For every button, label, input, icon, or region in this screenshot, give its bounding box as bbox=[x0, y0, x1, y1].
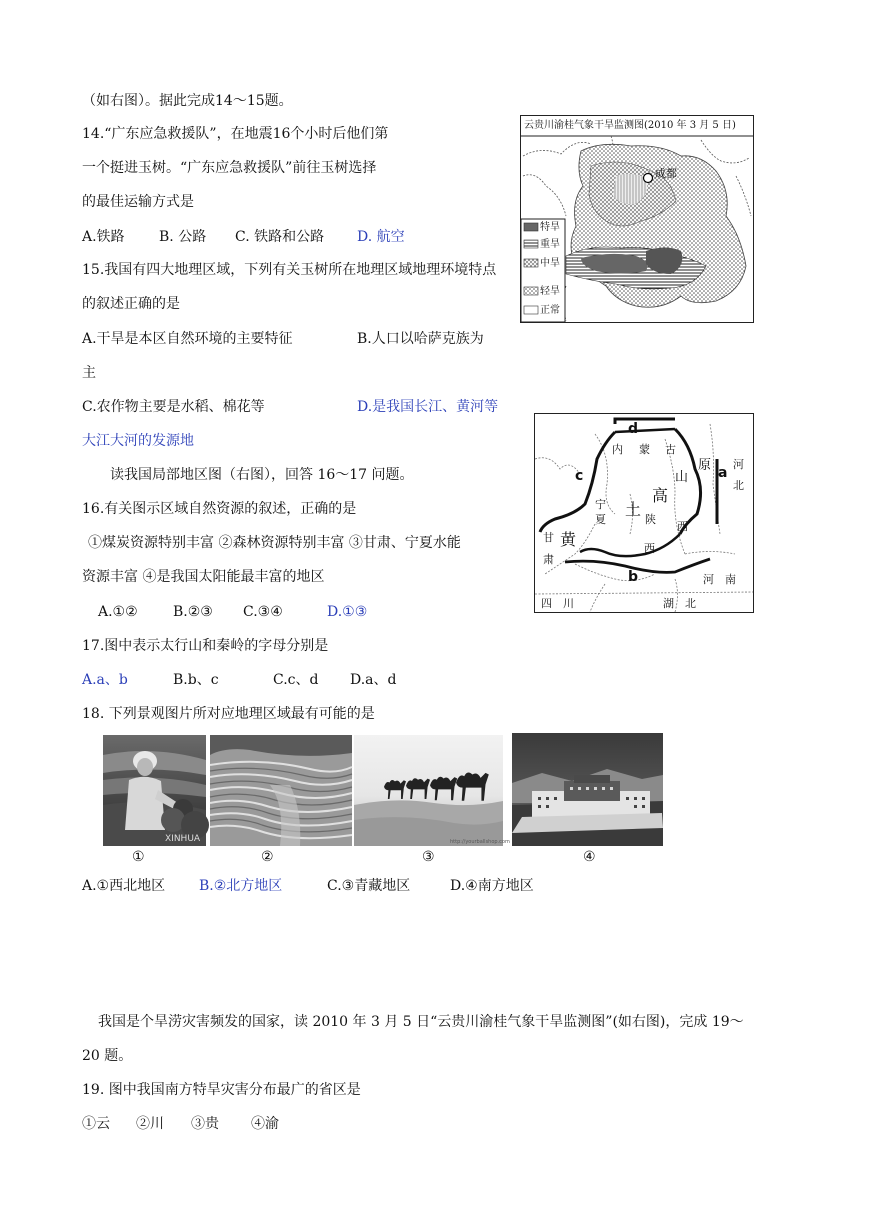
q17-option-d: D.a、d bbox=[350, 672, 397, 688]
letter-a: a bbox=[718, 465, 728, 481]
label-nei: 内 bbox=[612, 443, 623, 456]
q15-option-d: D.是我国长江、黄河等 bbox=[357, 399, 499, 415]
q15-option-d-cont: 大江大河的发源地 bbox=[82, 433, 194, 449]
label-huang: 黄 bbox=[560, 530, 577, 549]
legend-severe-drought: 重旱 bbox=[540, 239, 560, 250]
q17-option-a: A.a、b bbox=[82, 672, 128, 688]
legend-light-drought: 轻旱 bbox=[540, 286, 560, 297]
q14-line3: 的最佳运输方式是 bbox=[82, 194, 194, 210]
label-xi2: 西 bbox=[677, 520, 688, 533]
intro-19-line1: 我国是个旱涝灾害频发的国家，读 2010 年 3 月 5 日“云贵川渝桂气象干旱监测图”(如右图)，完成 19～ bbox=[98, 1014, 744, 1030]
q16-line2: ①煤炭资源特别丰富 ②森林资源特别丰富 ③甘肃、宁夏水能 bbox=[88, 535, 461, 551]
q18-option-d: D.④南方地区 bbox=[450, 878, 534, 894]
q14-option-b: B. 公路 bbox=[159, 229, 207, 245]
label-gu: 古 bbox=[665, 443, 676, 456]
q15-option-b-cont: 主 bbox=[82, 365, 96, 381]
label-he: 河 bbox=[733, 458, 744, 471]
q16-line1: 16.有关图示区域自然资源的叙述，正确的是 bbox=[82, 501, 357, 517]
q19-option-1: ①云 bbox=[82, 1116, 110, 1132]
intro-tail: （如右图）。据此完成14～15题。 bbox=[82, 93, 293, 109]
drought-map bbox=[520, 115, 754, 323]
intro-16: 读我国局部地区图（右图），回答 16～17 问题。 bbox=[110, 467, 414, 483]
q18-option-c: C.③青藏地区 bbox=[327, 878, 411, 894]
q19-option-2: ②川 bbox=[136, 1116, 164, 1132]
photo-credit-url: http://yourballshop.com bbox=[450, 839, 510, 845]
letter-b: b bbox=[628, 569, 639, 585]
photo-label-3: ③ bbox=[422, 849, 435, 865]
q14-line2: 一个挺进玉树。“广东应急救援队”前往玉树选择 bbox=[82, 160, 377, 176]
city-chengdu: 成都 bbox=[655, 167, 677, 180]
q14-option-a: A.铁路 bbox=[82, 229, 125, 245]
label-meng: 蒙 bbox=[639, 443, 650, 456]
q16-option-d: D.①③ bbox=[327, 604, 368, 620]
q15-option-b: B.人口以哈萨克族为 bbox=[357, 331, 484, 347]
q18-option-a: A.①西北地区 bbox=[82, 878, 166, 894]
photo-tea-picker bbox=[103, 735, 206, 846]
q14-option-c: C. 铁路和公路 bbox=[235, 229, 325, 245]
letter-d: d bbox=[628, 421, 639, 437]
label-su: 肃 bbox=[543, 553, 554, 566]
q17-option-b: B.b、c bbox=[173, 672, 219, 688]
legend-normal: 正常 bbox=[540, 305, 560, 316]
intro-19-line2: 20 题。 bbox=[82, 1048, 133, 1064]
q17-line1: 17.图中表示太行山和秦岭的字母分别是 bbox=[82, 638, 329, 654]
photo-terraced-fields bbox=[210, 735, 352, 846]
q16-option-a: A.①② bbox=[98, 604, 138, 620]
label-bei: 北 bbox=[733, 479, 744, 492]
label-xi1: 西 bbox=[644, 542, 655, 555]
q17-option-c: C.c、d bbox=[273, 672, 319, 688]
label-xia: 夏 bbox=[595, 513, 606, 526]
label-hubei: 湖 北 bbox=[663, 597, 696, 610]
q15-line2: 的叙述正确的是 bbox=[82, 296, 180, 312]
q19-option-4: ④渝 bbox=[251, 1116, 279, 1132]
photo-label-2: ② bbox=[261, 849, 274, 865]
q16-option-c: C.③④ bbox=[243, 604, 283, 620]
label-sichuan: 四 川 bbox=[541, 597, 574, 610]
label-shan1: 陕 bbox=[645, 513, 656, 526]
label-shanxi-shan: 山 bbox=[675, 470, 689, 485]
q14-option-d: D. 航空 bbox=[357, 229, 405, 245]
photo-potala-palace bbox=[512, 733, 663, 846]
letter-c: c bbox=[575, 468, 584, 484]
q14-line1: 14.“广东应急救援队”，在地震16个小时后他们第 bbox=[82, 126, 389, 142]
q19-line1: 19. 图中我国南方特旱灾害分布最广的省区是 bbox=[82, 1082, 361, 1098]
photo-camel-desert bbox=[354, 735, 510, 846]
label-henan: 河 南 bbox=[703, 573, 736, 586]
q16-option-b: B.②③ bbox=[173, 604, 213, 620]
region-map bbox=[534, 413, 754, 613]
q15-option-c: C.农作物主要是水稻、棉花等 bbox=[82, 399, 265, 415]
photo-label-4: ④ bbox=[583, 849, 596, 865]
label-tu: 土 bbox=[625, 500, 642, 519]
photo-credit-xinhua: XINHUA bbox=[165, 834, 201, 844]
label-gao: 高 bbox=[652, 486, 669, 505]
drought-map-title: 云贵川渝桂气象干旱监测图(2010 年 3 月 5 日) bbox=[524, 120, 736, 131]
q16-line3: 资源丰富 ④是我国太阳能最丰富的地区 bbox=[82, 569, 325, 585]
q18-option-b: B.②北方地区 bbox=[199, 878, 283, 894]
q18-line1: 18. 下列景观图片所对应地理区域最有可能的是 bbox=[82, 706, 375, 722]
label-ning: 宁 bbox=[595, 498, 606, 511]
legend-moderate-drought: 中旱 bbox=[540, 258, 560, 269]
q15-option-a: A.干旱是本区自然环境的主要特征 bbox=[82, 331, 293, 347]
label-gan: 甘 bbox=[543, 531, 554, 544]
legend-extreme-drought: 特旱 bbox=[540, 222, 560, 233]
photo-label-1: ① bbox=[132, 849, 145, 865]
label-shanxi-yuan: 原 bbox=[698, 458, 712, 473]
q19-option-3: ③贵 bbox=[191, 1116, 219, 1132]
q15-line1: 15.我国有四大地理区域，下列有关玉树所在地理区域地理环境特点 bbox=[82, 262, 497, 278]
